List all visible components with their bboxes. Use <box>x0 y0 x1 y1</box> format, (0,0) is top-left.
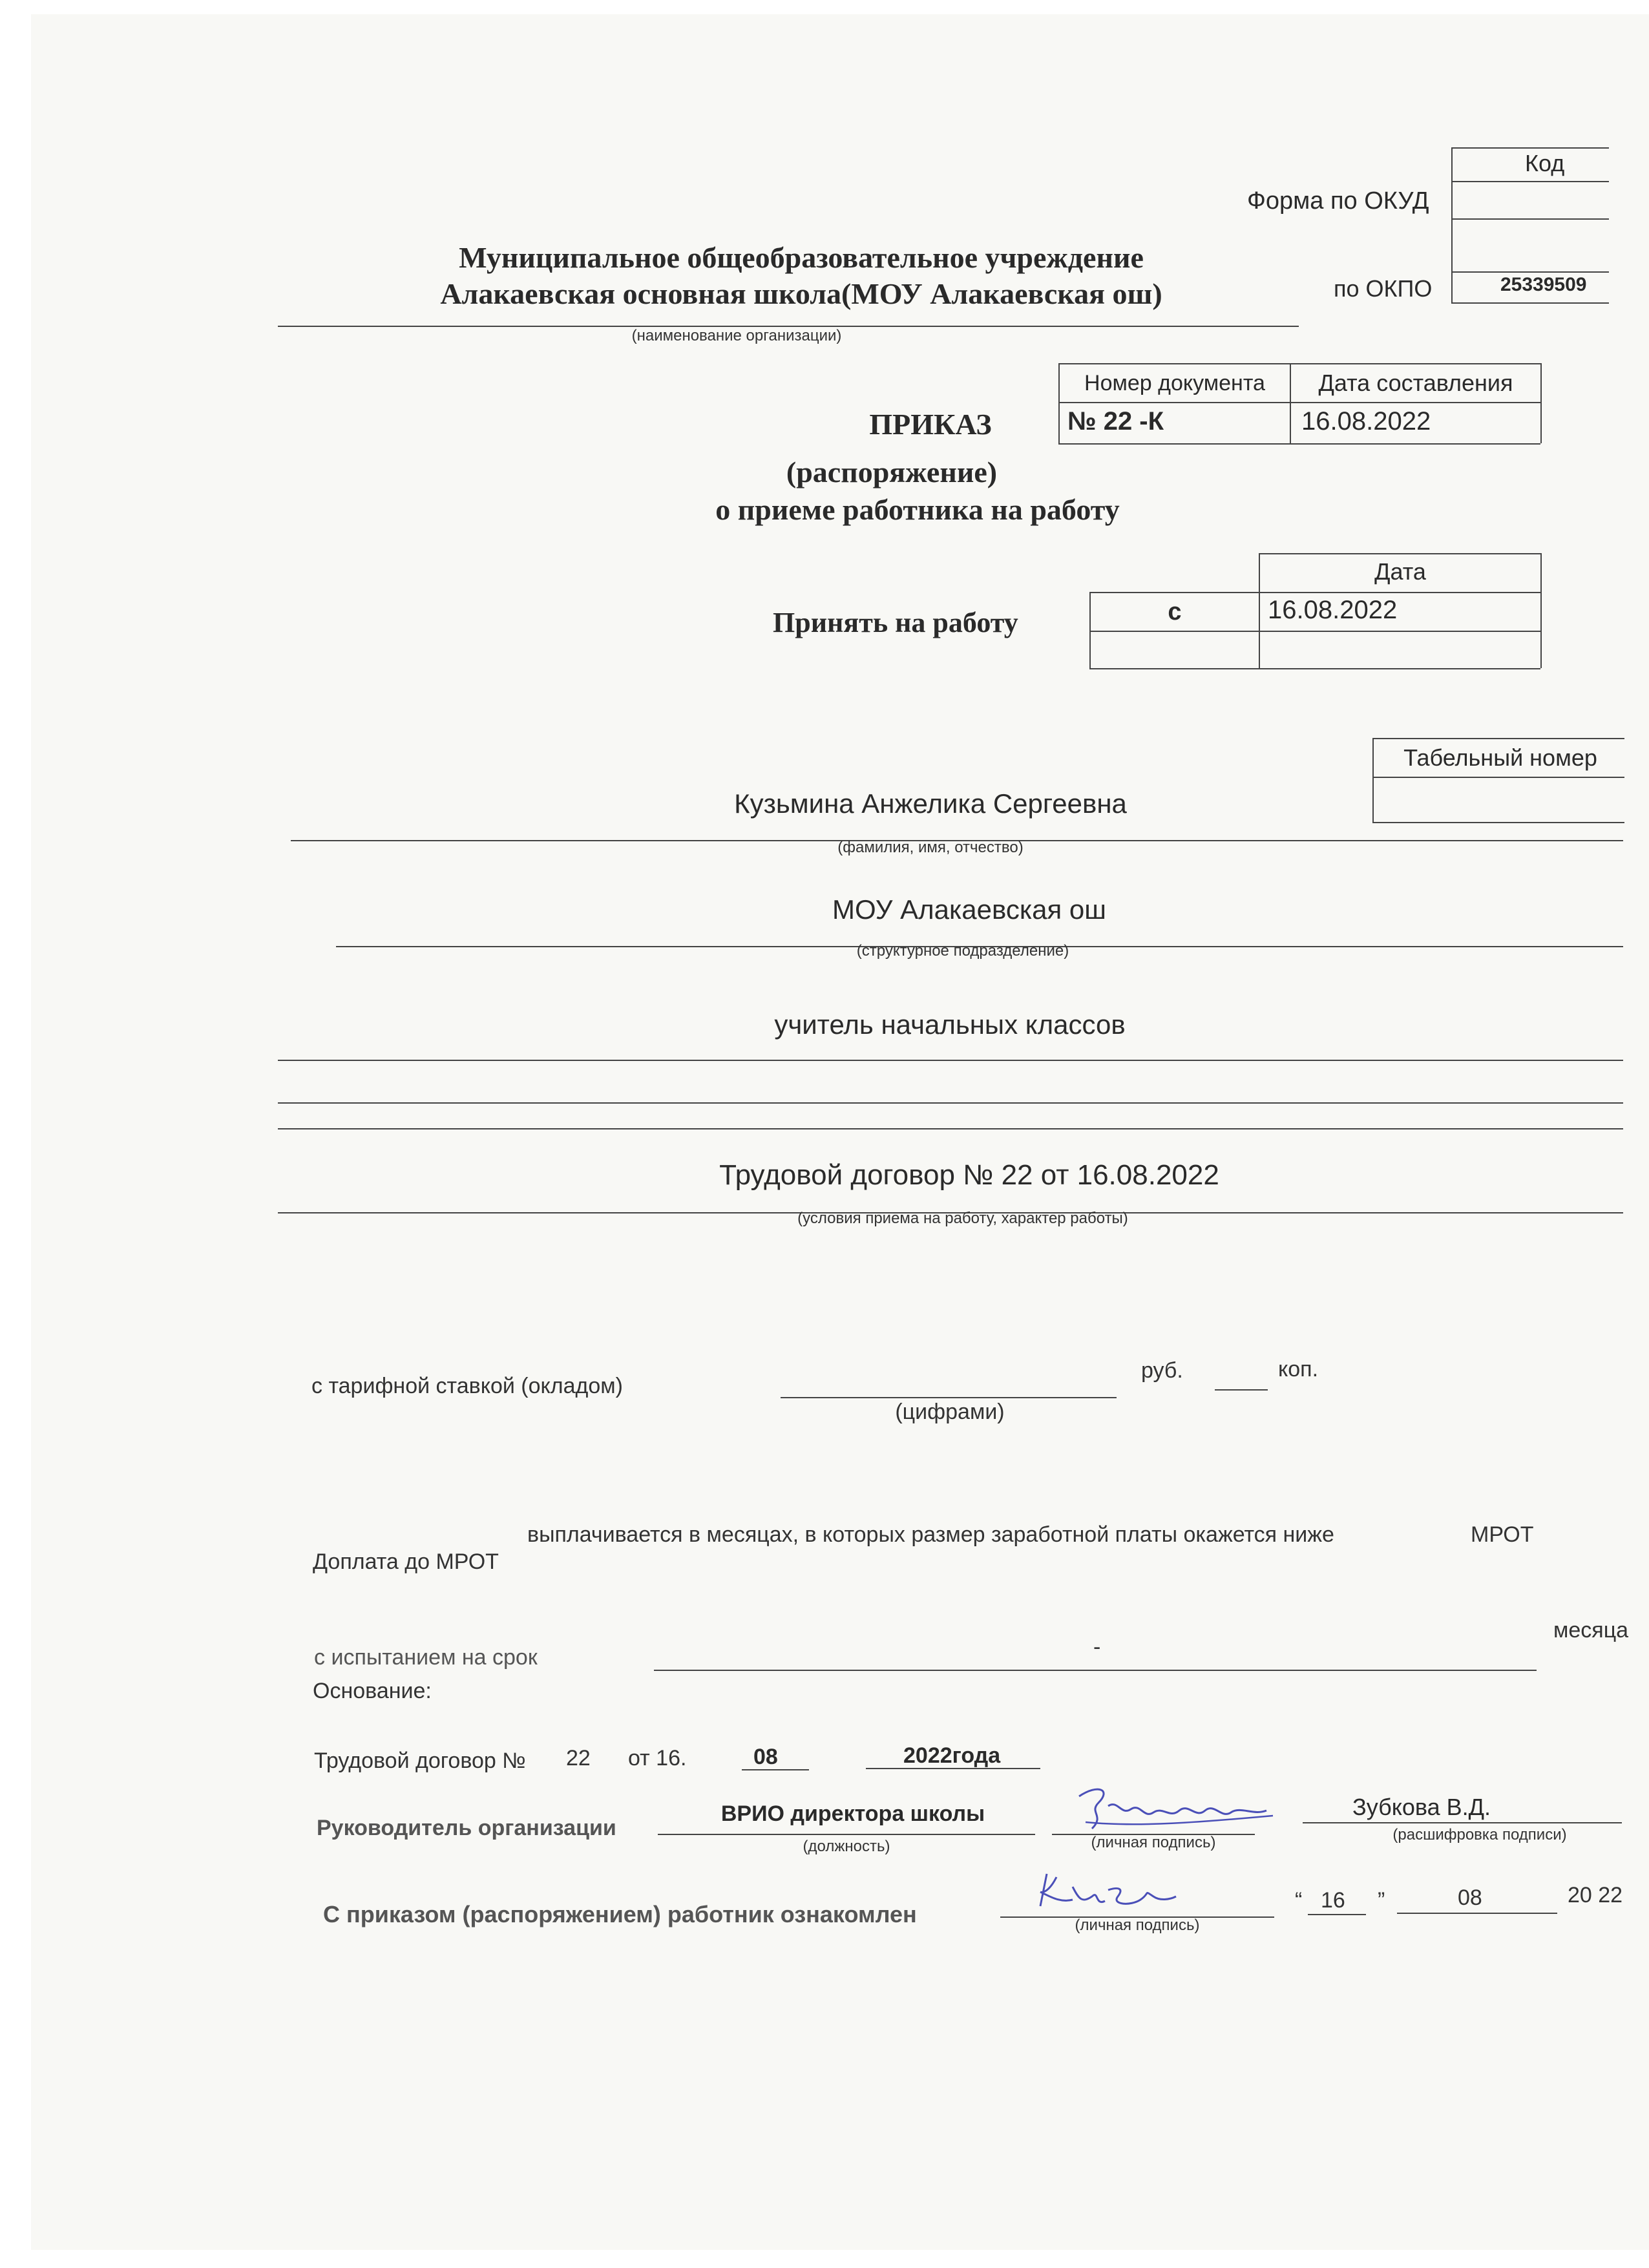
basis-month: 08 <box>753 1745 778 1769</box>
mrot-tail: МРОТ <box>1471 1522 1534 1547</box>
probation-value: - <box>1093 1635 1101 1659</box>
head-position-caption: (должность) <box>803 1838 890 1855</box>
okpo-value: 25339509 <box>1500 274 1587 295</box>
organization-caption: (наименование организации) <box>631 327 842 344</box>
organization-line2: Алакаевская основная школа(МОУ Алакаевская ош) <box>440 277 1162 310</box>
salary-label: с тарифной ставкой (окладом) <box>311 1374 623 1398</box>
salary-kop-label: коп. <box>1278 1357 1319 1381</box>
mrot-text: выплачивается в месяцах, в которых размер заработной платы окажется ниже <box>527 1522 1334 1547</box>
basis-year: 2022года <box>903 1743 1001 1768</box>
employment-conditions: Трудовой договор № 22 от 16.08.2022 <box>719 1159 1219 1191</box>
head-label: Руководитель организации <box>317 1816 616 1840</box>
basis-from-label: от 16. <box>628 1746 687 1770</box>
ack-open-quote: “ <box>1295 1888 1303 1913</box>
code-header: Код <box>1525 150 1565 176</box>
head-name: Зубкова В.Д. <box>1352 1794 1491 1820</box>
hire-label: Принять на работу <box>773 607 1018 638</box>
ack-label: С приказом (распоряжением) работник ознакомлен <box>323 1901 917 1927</box>
order-purpose: о приеме работника на работу <box>715 493 1120 526</box>
hire-date-header: Дата <box>1374 558 1426 585</box>
ack-signature-scribble <box>1021 1861 1202 1926</box>
order-title: ПРИКАЗ <box>869 408 992 441</box>
hire-from-value: 16.08.2022 <box>1268 596 1398 624</box>
employee-position: учитель начальных классов <box>774 1009 1126 1040</box>
doc-number-header: Номер документа <box>1084 371 1265 395</box>
probation-unit: месяца <box>1553 1618 1629 1643</box>
doc-number-value: № 22 -К <box>1067 407 1164 436</box>
basis-contract-label: Трудовой договор № <box>314 1748 526 1773</box>
ack-close-quote: ” <box>1378 1888 1385 1913</box>
employment-conditions-caption: (условия приема на работу, характер работы) <box>797 1210 1128 1227</box>
doc-date-header: Дата составления <box>1318 370 1513 396</box>
basis-contract-number: 22 <box>566 1746 591 1770</box>
ack-year: 20 22 <box>1568 1883 1623 1907</box>
tab-number-header: Табельный номер <box>1403 744 1597 771</box>
head-signature-caption: (личная подпись) <box>1091 1834 1216 1851</box>
head-signature-scribble <box>1060 1777 1279 1842</box>
order-subtitle: (распоряжение) <box>786 456 998 488</box>
ack-day: 16 <box>1321 1888 1345 1913</box>
salary-rub-label: руб. <box>1141 1358 1183 1383</box>
ack-signature-caption: (личная подпись) <box>1075 1916 1200 1934</box>
okud-label: Форма по ОКУД <box>1247 187 1429 215</box>
ack-month: 08 <box>1458 1885 1482 1910</box>
employee-department: МОУ Алакаевская ош <box>832 894 1106 925</box>
organization-line1: Муниципальное общеобразовательное учреждение <box>459 241 1144 274</box>
doc-date-value: 16.08.2022 <box>1301 407 1431 436</box>
employee-department-caption: (структурное подразделение) <box>856 942 1069 960</box>
mrot-label: Доплата до МРОТ <box>313 1549 499 1574</box>
hire-from-label: с <box>1168 598 1182 625</box>
probation-label: с испытанием на срок <box>314 1645 538 1670</box>
okpo-label: по ОКПО <box>1334 275 1433 302</box>
employee-name-caption: (фамилия, имя, отчество) <box>837 839 1024 856</box>
head-position: ВРИО директора школы <box>720 1801 985 1826</box>
basis-label: Основание: <box>313 1679 432 1703</box>
employee-full-name: Кузьмина Анжелика Сергеевна <box>734 788 1127 819</box>
salary-digits-caption: (цифрами) <box>895 1400 1005 1424</box>
head-name-caption: (расшифровка подписи) <box>1392 1826 1567 1843</box>
